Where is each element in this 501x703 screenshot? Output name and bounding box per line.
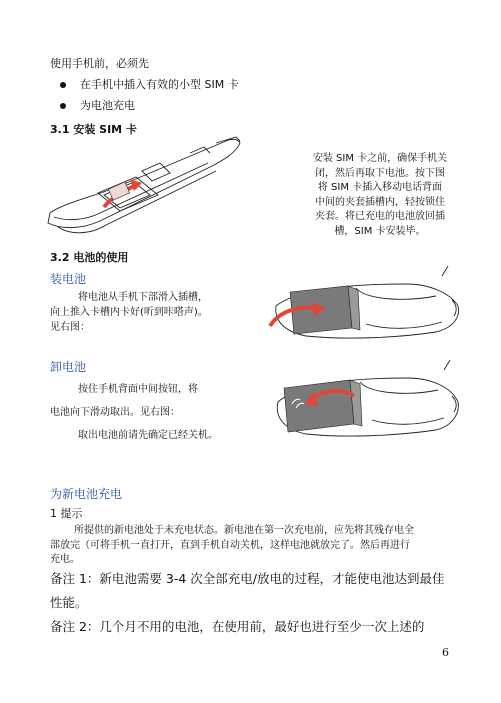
note-1-line: 备注 1：新电池需要 3-4 次全部充电/放电的过程，才能使电池达到最佳 xyxy=(50,571,445,586)
sim-instructions xyxy=(296,152,464,239)
intro-text: 使用手机前，必须先 xyxy=(50,57,149,70)
sim-instruction-line: 闭，然后再取下电池。按下图 xyxy=(315,167,445,179)
install-line: 向上推入卡槽内卡好(听到咔嗒声)。 xyxy=(50,307,208,318)
sim-instruction-line: 槽，SIM 卡安装毕。 xyxy=(334,225,426,237)
bullet-dot xyxy=(60,103,66,109)
paragraph-line: 充电。 xyxy=(50,554,80,565)
sim-instruction-line: 安装 SIM 卡之前，确保手机关 xyxy=(312,153,448,164)
remove-line: 取出电池前请先确定已经关机。 xyxy=(78,430,218,441)
charging-title: 为新电池充电 xyxy=(50,487,123,501)
paragraph-line: 所提供的新电池处于未充电状态。新电池在第一次充电前，应先将其残存电全 xyxy=(74,525,414,536)
charging-paragraph xyxy=(50,524,455,568)
sim-instruction-line: 将 SIM 卡插入移动电话背面 xyxy=(317,182,443,193)
remove-line: 电池向下滑动取出。见右图： xyxy=(50,407,180,418)
section-heading-battery: 3.2 电池的使用 xyxy=(50,251,129,264)
bullet-item: 在手机中插入有效的小型 SIM 卡 xyxy=(80,78,239,91)
phone-battery-remove-illustration xyxy=(254,360,468,450)
section-heading-sim: 3.1 安装 SIM 卡 xyxy=(50,123,137,136)
page-number: 6 xyxy=(442,646,449,659)
install-line: 将电池从手机下部滑入插槽， xyxy=(78,292,208,303)
sim-instruction-line: 夹套。将已充电的电池放回插 xyxy=(315,211,445,222)
sim-instruction-line: 中间的夹套插槽内，轻按锁住 xyxy=(315,196,445,208)
remove-line: 按住手机背面中间按钮，将 xyxy=(78,384,198,395)
paragraph-line: 部放完（可将手机一直打开，直到手机自动关机，这样电池就放完了。然后再进行 xyxy=(50,539,410,551)
install-battery-title: 装电池 xyxy=(50,272,87,286)
phone-battery-insert-illustration xyxy=(256,266,466,352)
note-1-line: 性能。 xyxy=(50,595,88,610)
remove-battery-title: 卸电池 xyxy=(50,360,87,374)
phone-sim-illustration xyxy=(40,135,250,245)
bullet-dot xyxy=(60,82,66,88)
tip-heading: 1 提示 xyxy=(50,507,83,520)
install-line: 见右图： xyxy=(50,322,90,333)
note-2-line: 备注 2：几个月不用的电池，在使用前，最好也进行至少一次上述的 xyxy=(50,619,425,634)
bullet-item: 为电池充电 xyxy=(80,99,135,112)
